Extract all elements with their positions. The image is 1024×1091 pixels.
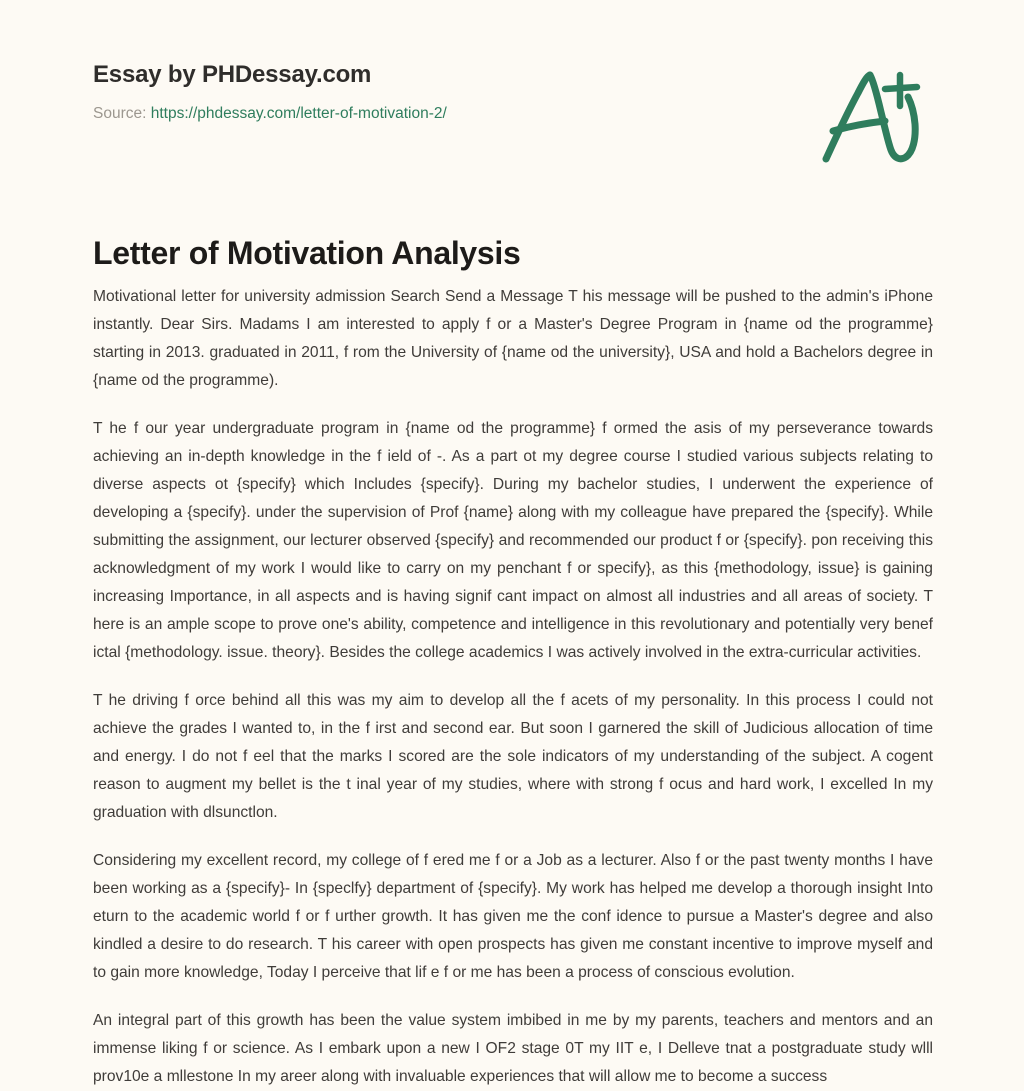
page-title: Letter of Motivation Analysis (93, 235, 521, 272)
paragraph: An integral part of this growth has been the value system imbibed in me by my parents, teachers and mentors and an immense liking f or science. As I embark upon a new I OF2 stage 0T my IIT e, I Delleve tnat a postgraduate study wlll prov10e a mllestone In my areer along with invaluable experiences that will allow me to become a success (93, 1012, 933, 1085)
a-plus-logo (812, 62, 932, 172)
brand-title: Essay by PHDessay.com (93, 61, 372, 88)
paragraph: Considering my excellent record, my college of f ered me f or a Job as a lecturer. Also f or the past twenty months I have been working as a {specify}- In {speclfy} department of {specify}. My work has helped me develop a thorough insight Into eturn to the academic world f or f urther growth. It has given me the conf idence to pursue a Master's degree and also kindled a desire to do research. T his career with open prospects has given me constant incentive to improve myself and to gain more knowledge, Today I perceive that lif e f or me has been a process of conscious evolution. (93, 852, 933, 981)
source-url-link[interactable]: https://phdessay.com/letter-of-motivation-2/ (150, 105, 447, 122)
paragraph: T he driving f orce behind all this was my aim to develop all the f acets of my personality. In this process I could not achieve the grades I wanted to, in the f irst and second ear. But soon I garnered the skill of Judicious allocation of time and energy. I do not f eel that the marks I scored are the sole indicators of my understanding of the subject. A cogent reason to augment my bellet is the t inal year of my studies, where with strong f ocus and hard work, I excelled In my graduation with dlsunctlon. (93, 692, 933, 821)
essay-body (93, 283, 933, 1091)
paragraph: T he f our year undergraduate program in {name od the programme} f ormed the asis of my perseverance towards achieving an in-depth knowledge in the f ield of -. As a part ot my degree course I studied various subjects relating to diverse aspects ot {specify} which Includes {specify}. During my bachelor studies, I underwent the experience of developing a {specify}. under the supervision of Prof {name} along with my colleague have prepared the {specify}. While submitting the assignment, our lecturer observed {specify} and recommended our product f or {specify}. pon receiving this acknowledgment of my work I would like to carry on my penchant f or specify}, as this {methodology, issue} is gaining increasing Importance, in all aspects and is having signif cant impact on almost all industries and all areas of society. T here is an ample scope to prove one's ability, competence and intelligence in this revolutionary and potentially very benef ictal {methodology. issue. theory}. Besides the college academics I was actively involved in the extra-curricular activities. (93, 420, 933, 661)
paragraph: Motivational letter for university admission Search Send a Message T his message will be pushed to the admin's iPhone instantly. Dear Sirs. Madams I am interested to apply f or a Master's Degree Program in {name od the programme} starting in 2013. graduated in 2011, f rom the University of {name od the university}, USA and hold a Bachelors degree in {name od the programme). (93, 288, 933, 389)
source-label: Source: (93, 105, 147, 122)
